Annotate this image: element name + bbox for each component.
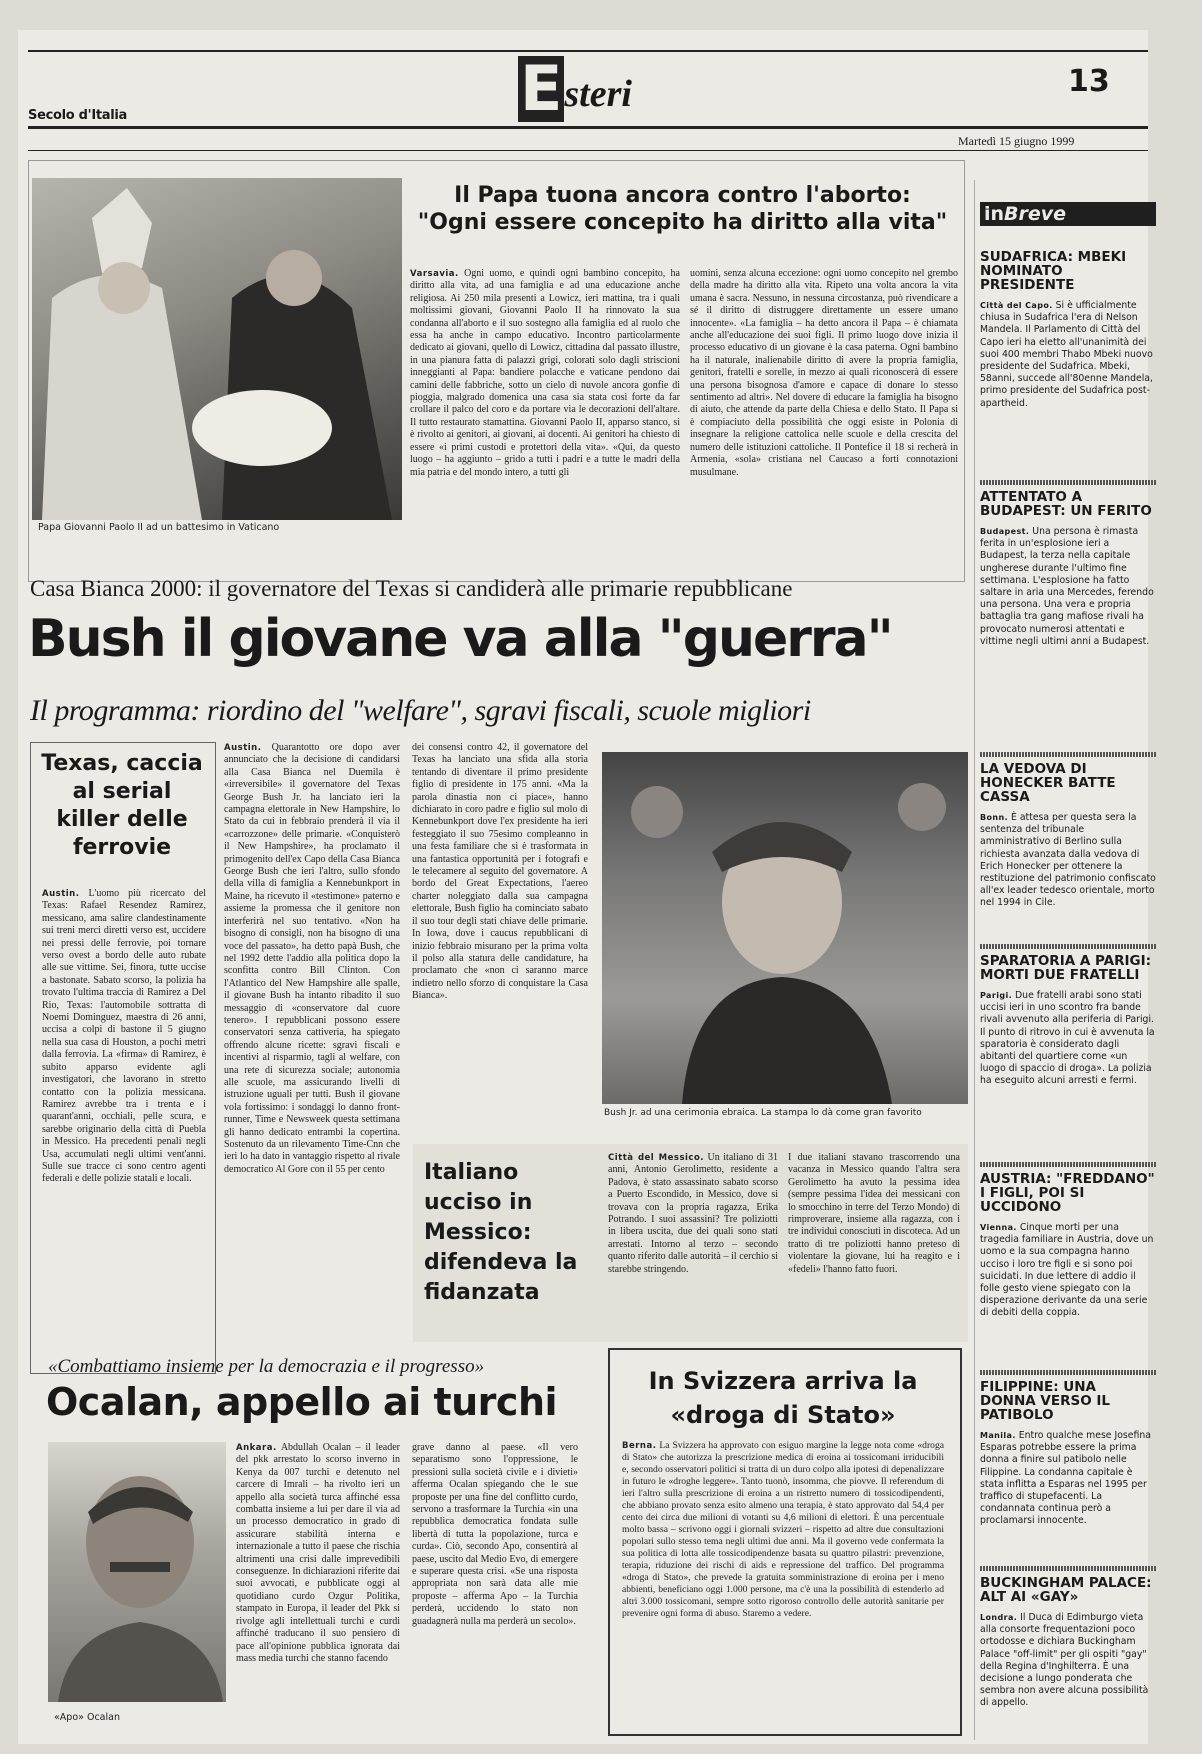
paper-name: Secolo d'Italia (28, 108, 128, 123)
brief-separator (980, 1370, 1156, 1375)
brief-text: Cinque morti per una tragedia familiare in Austria, dove un uomo e la sua compagna hanno ucciso i loro tre figli e si sono poi suicidati. In due lettere di addio il folle gesto viene spiegato con la disperazione derivante da una serie di debiti della coppia. (980, 1222, 1154, 1319)
bush-title: Bush il giovane va alla "guerra" (28, 609, 892, 669)
brief-separator (980, 752, 1156, 757)
ocalan-photo (48, 1442, 226, 1702)
bush-caption: Bush Jr. ad una cerimonia ebraica. La stampa lo dà come gran favorito (604, 1108, 922, 1118)
pope-title: "Ogni essere concepito ha diritto alla vita" (417, 210, 948, 235)
page-number: 13 (1068, 64, 1110, 99)
brief-title: FILIPPINE: UNA DONNA VERSO IL PATIBOLO (980, 1380, 1111, 1423)
brief-dateline: Manila. (980, 1431, 1016, 1440)
ocalan-title: Ocalan, appello ai turchi (46, 1380, 558, 1424)
newspaper-page (18, 30, 1156, 1744)
italiano-col-1-text: Un italiano di 31 anni, Antonio Gerolimetto, residente a Padova, è stato assassinato sabato scorso a Puerto Escondido, in Messico, dove si trovava con la propria ragazza, Erika Potrando. I suoi assassini? Tre poliziotti in libera uscita, due dei quali sono stati arrestati. Intorno al terzo – secondo quanto riferito dalle autorità – il cerchio si starebbe stringendo. (608, 1152, 778, 1275)
brief-text: Una persona è rimasta ferita in un'esplosione ieri a Budapest, la terza nella capitale ungherese durante l'ultimo fine settimana. L'esplosione ha fatto saltare in aria una Mercedes, ferendo una persona. Una vera e propria battaglia tra gang mafiose rivali ha provocato numerosi attentati e vittime negli ultimi anni a Budapest. (980, 526, 1154, 647)
bush-col-1 (224, 742, 400, 1372)
svizzera-title: In Svizzera arriva la «droga di Stato» (648, 1367, 918, 1429)
bush-kicker: Casa Bianca 2000: il governatore del Texas si candiderà alle primarie repubblicane (30, 576, 793, 601)
section-name: steri (564, 73, 632, 115)
section-initial: E (520, 52, 563, 125)
italiano-dateline: Città del Messico. (608, 1153, 705, 1163)
italiano-title: Italiano ucciso in Messico: difendeva la fidanzata (424, 1160, 578, 1305)
pope-photo-illustration (32, 178, 402, 520)
brief-parigi (980, 954, 1156, 1158)
briefs-header (980, 202, 1156, 226)
bush-col-2: dei consensi contro 42, il governatore del Texas ha lanciato una sfida alla storia tentando di diventare il primo presidente figlio di presidente in 175 anni. «Ma la parola dinastia non ci piace», hanno dichiarato in coro padre e figlio sul molo di Kennebunkport dove l'ex presidente ha ieri festeggiato il suo 75esimo compleanno in una festa familiare che si è trasformata in una fantastica opportunità per i fotografi e le telecamere al seguito del governatore. A bordo del Great Expectations, l'aereo charter noleggiato dalla sua campagna elettorale, Bush figlio ha cominciato sabato il suo tour degli stati chiave delle primarie. In Iowa, dove i caucus repubblicani di inizio febbraio misurano per la prima volta il polso alla statura delle candidature, ha proclamato che «non ci saranno marce indietro nello sforzo di conquistare la Casa Bianca». (412, 742, 588, 1002)
brief-budapest (980, 490, 1156, 748)
brief-filippine (980, 1380, 1156, 1562)
brief-sudafrica (980, 250, 1156, 452)
pope-col-1 (410, 268, 680, 550)
ocalan-col-1-text: Abdullah Ocalan – il leader del pkk arrestato lo scorso inverno in Kenya da 007 turchi e detenuto nel carcere di Imrali – ha rivolto ieri un appello alla società turca affinché essa combatta insieme a lui per dare il via ad un processo democratico in grado di assicurare stabilità interna e internazionale a tutto il paese che rischia altrimenti una crisi dalle imprevedibili conseguenze. In dichiarazioni riferite dai suoi avvocati, e pubblicate oggi al quotidiano curdo Ozgur Politika, stampato in Europa, il leader del Pkk si rivolge agli intellettuali turchi e curdi affinché traducano il suo pensiero di pace all'opinione pubblica ignorata dai mass media turchi che stanno facendo (236, 1442, 400, 1664)
briefs-header-breve: Breve (1004, 203, 1067, 225)
pope-photo (32, 178, 402, 520)
section-title (518, 52, 632, 128)
brief-title: SPARATORIA A PARIGI: MORTI DUE FRATELLI (980, 954, 1152, 983)
ocalan-col-1 (236, 1442, 400, 1742)
texas-body (42, 888, 206, 1366)
brief-dateline: Londra. (980, 1613, 1018, 1622)
brief-separator (980, 480, 1156, 485)
texas-body-text: L'uomo più ricercato del Texas: Rafael Resendez Ramirez, messicano, ama salire clandestinamente sui treni merci diretti verso est, uccidere nei pressi delle ferrovie, poi tornare verso ovest a bordo delle auto rubate alle sue vittime. Sei, finora, tutte uccise a bastonate. Sabato scorso, la polizia ha trovato l'ultima traccia di Ramirez a Del Rio, Texas: l'automobile sottratta di Noemi Dominguez, maestra di 26 anni, uccisa a colpi di bastone il 5 giugno nella sua casa di Houston, a pochi metri dalla ferrovia. La «firma» di Ramirez, è subito apparso evidente agli investigatori, che lavorano in stretto contatto con la polizia messicana. Ramirez avrebbe tra i trenta e i quarant'anni, occhiali, pelle scura, e sarebbe originario della città di Puebla in Messico. Ha precedenti penali negli Usa, accumulati negli ultimi vent'anni. Sulle sue tracce ci sono centro agenti federali e delle polizie statali e locali. (42, 888, 206, 1185)
brief-austria (980, 1172, 1156, 1366)
briefs-header-in: in (984, 203, 1005, 225)
pope-col-2: uomini, senza alcuna eccezione: ogni uomo concepito nel grembo della madre ha diritto alla vita. Ripeto una volta ancora la vita umana è sacra. Nessuno, in nessuna circostanza, può rivendicare a sé il diritto di distruggere direttamente un essere umano innocente». «La famiglia – ha detto ancora il Papa – è chiamata anche all'educazione dei suoi figli. Il primo luogo dove inizia il processo educativo di un giovane è la casa paterna. Ogni bambino ha il naturale, inalienabile diritto di avere la propria famiglia, genitori, fratelli e sorelle, in mezzo ai quali riconoscerà di essere una persona bisognosa d'amore e capace di donare lo stesso sentimento ad altri». Nel dovere di educare la famiglia ha bisogno di aiuto, che attende da parte della Chiesa e dello Stato. Il Papa si è compiaciuto della possibilità che oggi esiste in Polonia di insegnare la religione cattolica nelle scuole e della crescita del numero delle istituzioni cattoliche. Il Pontefice il 18 si recherà in Armenia, «sola» cristiana nel Caucaso a forti connotazioni musulmane. (690, 268, 958, 478)
brief-text: Due fratelli arabi sono stati uccisi ieri in uno scontro fra bande rivali avvenuto alla periferia di Parigi. Il punto di ritrovo in cui è avvenuta la sparatoria è considerato dagli abitanti del quartiere come «un luogo di spaccio di droga». La polizia ha eseguito alcuni arresti e fermi. (980, 990, 1155, 1087)
brief-buckingham (980, 1576, 1156, 1740)
ocalan-col-2: grave danno al paese. «Il vero separatismo sono l'oppressione, le pressioni sulla società civile e i divieti» afferma Ocalan spiegando che le sue proposte per una fine del conflitto curdo, servono a trasformare la Turchia «in una repubblica democratica fondata sulle libertà di tutta la popolazione, turca e curda». Ciò, secondo Apo, consentirà al paese, uscito dal Medio Evo, di emergere e superare questa crisi. «Se una risposta appropriata non sarà data alle mie proposte – afferma Apo – la Turchia perderà, uccidendo lo stato non guadagnerà nulla ma perderà un secolo». (412, 1442, 578, 1627)
pope-kicker: Il Papa tuona ancora contro l'aborto: (454, 183, 911, 208)
brief-separator (980, 1566, 1156, 1571)
brief-title: AUSTRIA: "FREDDANO" I FIGLI, POI SI UCCIDONO (980, 1172, 1155, 1215)
texas-dateline: Austin. (42, 889, 80, 899)
bush-photo (602, 752, 968, 1104)
bush-photo-illustration (602, 752, 968, 1104)
date-rule (28, 150, 1148, 151)
brief-dateline: Città del Capo. (980, 301, 1053, 310)
pope-dateline: Varsavia. (410, 269, 459, 279)
bush-col-1-text: Quarantotto ore dopo aver annunciato che la decisione di candidarsi alla Casa Bianca nel Duemila è «irreversibile» il governatore del Texas George Bush Jr. ha lanciato ieri la campagna elettorale in New Hampshire, lo Stato da cui in febbraio prenderà il via il «carrozzone» delle primarie. «Conquisterò il New Hampshire», ha proclamato il primogenito dell'ex Capo della Casa Bianca George Bush che ieri l'altro, sullo sfondo della villa di famiglia a Kennebunkport in Maine, ha ricevuto il «testimone» paterno e assieme la promessa che il genitore non interferirà nel suo tentativo. «Non ha bisogno di consigli, non ha bisogno di una voce del passato», ha detto papà Bush, che nel 1992 dette l'addio alla politica dopo la sconfitta contro Bill Clinton. Con l'Atlantico del New Hampshire alle spalle, il giovane Bush ha intanto ribadito il suo messaggio di «conservatore dal cuore tenero». I repubblicani possono essere conservatori senza cattiveria, ha spiegato offrendo alcune ricette: sgravi fiscali e incentivi al risparmio, tagli al welfare, con una rete di sicurezza sociale; autonomia alle scuole, ma assicurando livelli di istruzione uguali per tutti. Bush il giovane vola fortissimo: i sondaggi lo danno front-runner, Time e Newsweek questa settimana gli hanno dedicato entrambi la copertina. Sostenuto da un rilevamento Time-Cnn che ieri lo ha dato in vantaggio rispetto al rivale democratico Al Gore con il 55 per cento (224, 742, 400, 1175)
bush-subtitle: Il programma: riordino del "welfare", sgravi fiscali, scuole migliori (30, 694, 811, 727)
top-rule (28, 50, 1148, 52)
ocalan-caption: «Apo» Ocalan (54, 1712, 120, 1723)
brief-dateline: Bonn. (980, 813, 1009, 822)
italiano-col-2: I due italiani stavano trascorrendo una vacanza in Messico quando l'altra sera Gerolimetto ha avuto la pessima idea (sempre pessima l'idea dei messicani con lo smocchino in terre del Terzo Mondo) di rimproverare, insieme alla ragazza, con i tre individui conosciuti in discoteca. Ad un tratto di tre poliziotti hanno preteso di violentare la giovane, lui ha reagito e i «fedeli» l'hanno fatto fuori. (788, 1152, 960, 1275)
svizzera-body (622, 1440, 944, 1724)
brief-honecker (980, 762, 1156, 940)
issue-date: Martedì 15 giugno 1999 (958, 134, 1075, 148)
brief-separator (980, 944, 1156, 949)
texas-title: Texas, caccia al serial killer delle ferrovie (41, 751, 203, 860)
bush-dateline: Austin. (224, 743, 262, 753)
brief-title: BUCKINGHAM PALACE: ALT AI «GAY» (980, 1576, 1152, 1605)
pope-caption: Papa Giovanni Paolo II ad un battesimo in Vaticano (38, 522, 280, 533)
brief-dateline: Budapest. (980, 527, 1030, 536)
pope-headline (410, 182, 955, 236)
ocalan-photo-illustration (48, 1442, 226, 1702)
svizzera-dateline: Berna. (622, 1441, 657, 1451)
ocalan-dateline: Ankara. (236, 1443, 277, 1453)
svizzera-body-text: La Svizzera ha approvato con esiguo margine la legge nota come «droga di Stato» che autorizza la prescrizione medica di eroina ai tossicomani irriducibili e, secondo osservatori politici si tratta di un duro colpo alla ipotesi di depenalizzare in futuro le «droghe leggere». Tanto tuonò, insomma, che piovve. Il referendum di ieri l'altro sulla prescrizione di eroina a un ristretto numero di tossicodipendenti, che abbiano provato senza esito almeno una terapia, è stato approvato dal 54,4 per cento dei circa due milioni di votanti su 4,6 milioni di elettori. È una percentuale molto bassa – scrivono oggi i giornali svizzeri – rispetto ad altre due consultazioni popolari sullo stesso tema negli ultimi due anni. Ma il governo vede confermata la sua politica di lotta alle tossicodipendenze basata su quattro pilastri: prevenzione, terapia, riduzione dei rischi di aids e repressione del traffico. Del programma «droga di Stato», che prevede la gratuita somministrazione di eroina per i meno abbienti, beneficiano oggi 1.000 persone, ma c'è una la possibilità di estenderlo ad altri 3.000 tossicomani, sempre sotto rigoroso controllo delle autorità sanitarie per prevenire ogni forma di abuso. Staremo a vedere. (622, 1440, 944, 1619)
brief-text: Entro qualche mese Josefina Esparas potrebbe essere la prima donna a finire sul patibolo nelle Filippine. La condanna capitale è stata inflitta a Esparas nel 1995 per traffico di stupefacenti. La condannata continua però a proclamarsi innocente. (980, 1430, 1151, 1527)
brief-separator (980, 1162, 1156, 1167)
brief-title: LA VEDOVA DI HONECKER BATTE CASSA (980, 762, 1116, 805)
pope-col-1-text: Ogni uomo, e quindi ogni bambino concepito, ha diritto alla vita, ad una famiglia e ad una educazione anche religiosa. Ai 250 mila presenti a Lowicz, ieri mattina, tra i quali moltissimi giovani, Giovanni Paolo II ha rinnovato la sua condanna all'aborto e il suo sostegno alla famiglia ed al ruolo che essa ha anche in campo educativo. Incontro particolarmente dedicato ai giovani, quello di Lowicz, cittadina dal passato illustre, in una pianura fatta di palazzi grigi, colorati solo dagli striscioni inneggianti al Papa: bandiere polacche e vaticane pendono dai camini delle fabbriche, sotto un cielo di nuvole ancora gonfie di pioggia, malgrado domenica una casa sia stata così forte da far crollare il palco del coro e da portare via le decorazioni dell'altare. Il tutto restaurato stamattina. Giovanni Paolo II, apparso stanco, si è rivolto ai genitori, ai giovani, ai docenti. Ai genitori ha chiesto di essere «i primi custodi e protettori della vita». «Qui, da questo luogo – ha aggiunto – grido a tutti i padri e a tutte le madri della mia patria e del mondo intero, a tutti gli (410, 268, 680, 478)
ocalan-kicker: «Combattiamo insieme per la democrazia e il progresso» (48, 1356, 485, 1377)
italiano-col-1 (608, 1152, 778, 1338)
brief-text: Il Duca di Edimburgo vieta alla consorte frequentazioni poco ortodosse e dichiara Buckingham Palace "off-limit" per gli ospiti "gay" della Regina d'Inghilterra. È una decisione a lungo ponderata che sembra non avere alcuna possibilità di appello. (980, 1612, 1149, 1709)
brief-text: Si è ufficialmente chiusa in Sudafrica l'era di Nelson Mandela. Il Parlamento di Città del Capo ieri ha eletto all'unanimità dei suoi 400 membri Thabo Mbeki nuovo presidente del Sudafrica. Mbeki, 58anni, succede all'80enne Mandela, primo presidente del Sudafrica post-apartheid. (980, 300, 1153, 409)
brief-title: ATTENTATO A BUDAPEST: UN FERITO (980, 490, 1152, 519)
brief-title: SUDAFRICA: MBEKI NOMINATO PRESIDENTE (980, 250, 1127, 293)
brief-text: È attesa per questa sera la sentenza del tribunale amministrativo di Berlino sulla richiesta avanzata dalla vedova di Erich Honecker per ottenere la restituzione del patrimonio confiscato all'ex leader tedesco orientale, morto nel 1994 in Cile. (980, 812, 1156, 909)
brief-dateline: Vienna. (980, 1223, 1017, 1232)
brief-dateline: Parigi. (980, 991, 1013, 1000)
